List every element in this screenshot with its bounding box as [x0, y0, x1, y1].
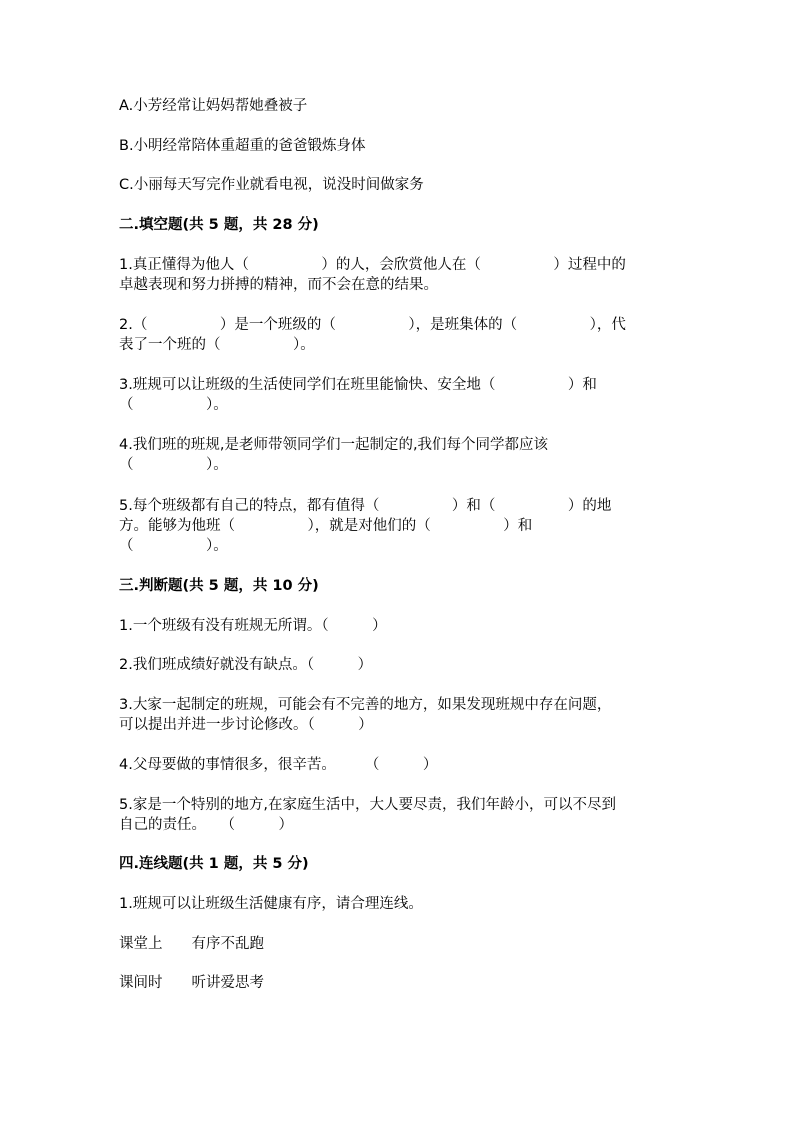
true-false-q2: 2.我们班成绩好就没有缺点。（ ） — [119, 657, 373, 673]
true-false-q5-line2: 自己的责任。 （ ） — [119, 817, 293, 833]
fill-blank-q3-line2: （ ）。 — [119, 397, 228, 413]
true-false-q3-line1: 3.大家一起制定的班规，可能会有不完善的地方，如果发现班规中存在问题， — [119, 697, 612, 713]
true-false-q4: 4.父母要做的事情很多，很辛苦。 （ ） — [119, 757, 438, 773]
true-false-q5-line1: 5.家是一个特别的地方,在家庭生活中，大人要尽责，我们年龄小，可以不尽到 — [119, 797, 616, 813]
section-heading-matching: 四.连线题(共 1 题，共 5 分) — [119, 856, 309, 872]
section-heading-fill-blank: 二.填空题(共 5 题，共 28 分) — [119, 217, 319, 233]
option-a: A.小芳经常让妈妈帮她叠被子 — [119, 98, 308, 114]
fill-blank-q5-line3: （ ）。 — [119, 538, 228, 554]
matching-row-2: 课间时 听讲爱思考 — [119, 975, 264, 991]
matching-q1: 1.班规可以让班级生活健康有序，请合理连线。 — [119, 896, 423, 912]
fill-blank-q4-line1: 4.我们班的班规,是老师带领同学们一起制定的,我们每个同学都应该 — [119, 437, 549, 453]
true-false-q1: 1.一个班级有没有班规无所谓。（ ） — [119, 618, 387, 634]
fill-blank-q5-line2: 方。能够为他班（ ），就是对他们的（ ）和 — [119, 518, 533, 534]
true-false-q3-line2: 可以提出并进一步讨论修改。（ ） — [119, 717, 373, 733]
fill-blank-q2-line2: 表了一个班的（ ）。 — [119, 337, 315, 353]
fill-blank-q1-line2: 卓越表现和努力拼搏的精神，而不会在意的结果。 — [119, 277, 438, 293]
fill-blank-q5-line1: 5.每个班级都有自己的特点，都有值得（ ）和（ ）的地 — [119, 498, 612, 514]
option-b: B.小明经常陪体重超重的爸爸锻炼身体 — [119, 138, 366, 154]
option-c: C.小丽每天写完作业就看电视，说没时间做家务 — [119, 177, 424, 193]
section-heading-true-false: 三.判断题(共 5 题，共 10 分) — [119, 578, 319, 594]
fill-blank-q4-line2: （ ）。 — [119, 457, 228, 473]
fill-blank-q2-line1: 2.（ ）是一个班级的（ ），是班集体的（ ），代 — [119, 317, 626, 333]
matching-row-1: 课堂上 有序不乱跑 — [119, 936, 264, 952]
fill-blank-q1-line1: 1.真正懂得为他人（ ）的人，会欣赏他人在（ ）过程中的 — [119, 257, 626, 273]
fill-blank-q3-line1: 3.班规可以让班级的生活使同学们在班里能愉快、安全地（ ）和 — [119, 377, 597, 393]
